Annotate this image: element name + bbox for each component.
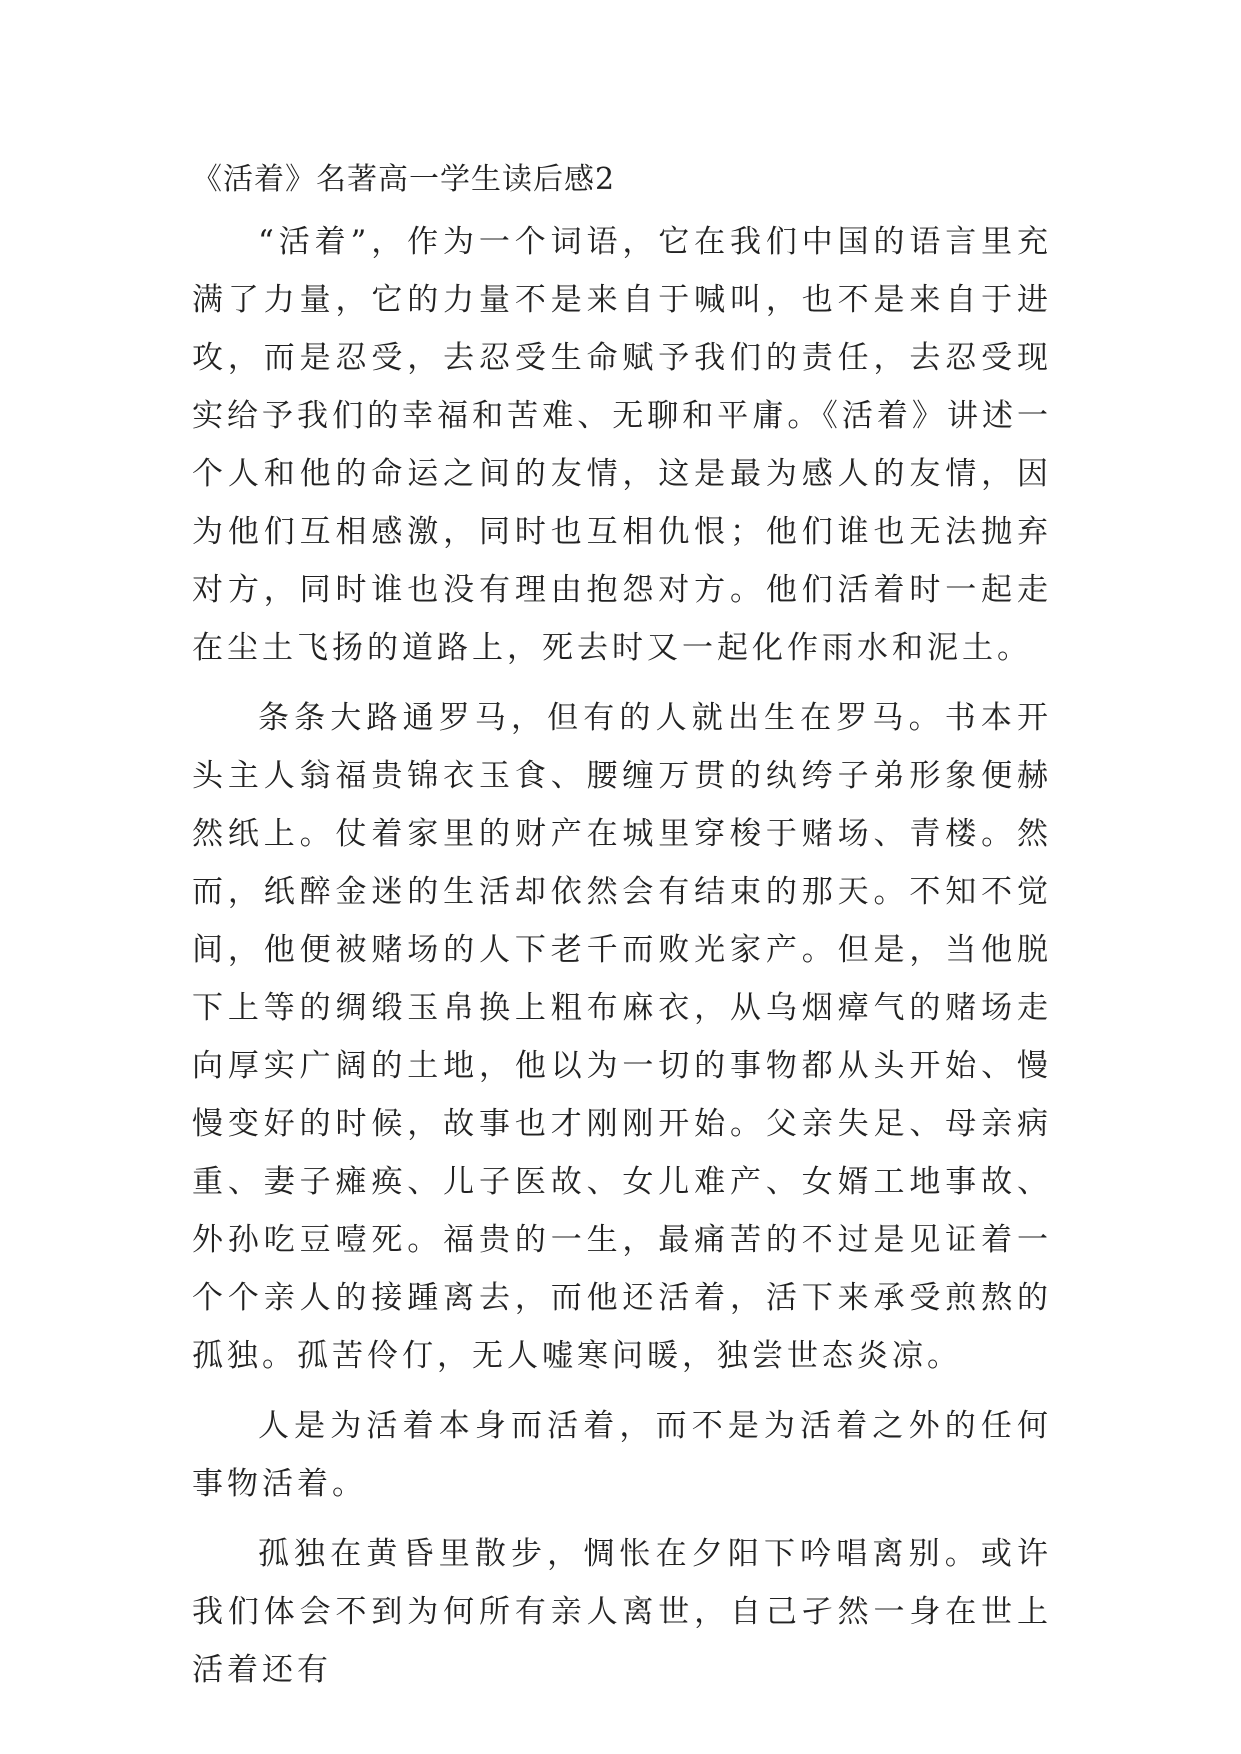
- paragraph-2: 条条大路通罗马，但有的人就出生在罗马。书本开头主人翁福贵锦衣玉食、腰缠万贯的纨绔子弟形象便赫然纸上。仗着家里的财产在城里穿梭于赌场、青楼。然而，纸醉金迷的生活却依然会有结束的那天。不知不觉间，他便被赌场的人下老千而败光家产。但是，当他脱下上等的绸缎玉帛换上粗布麻衣，从乌烟瘴气的赌场走向厚实广阔的土地，他以为一切的事物都从头开始、慢慢变好的时候，故事也才刚刚开始。父亲失足、母亲病重、妻子瘫痪、儿子医故、女儿难产、女婿工地事故、外孙吃豆噎死。福贵的一生，最痛苦的不过是见证着一个个亲人的接踵离去，而他还活着，活下来承受煎熬的孤独。孤苦伶仃，无人嘘寒问暖，独尝世态炎凉。: [192, 700, 1052, 1374]
- document-body: [192, 213, 1052, 1699]
- paragraph-1: “活着”，作为一个词语，它在我们中国的语言里充满了力量，它的力量不是来自于喊叫，也不是来自于进攻，而是忍受，去忍受生命赋予我们的责任，去忍受现实给予我们的幸福和苦难、无聊和平庸。《活着》讲述一个人和他的命运之间的友情，这是最为感人的友情，因为他们互相感激，同时也互相仇恨；他们谁也无法抛弃对方，同时谁也没有理由抱怨对方。他们活着时一起走在尘土飞扬的道路上，死去时又一起化作雨水和泥土。: [192, 224, 1052, 666]
- paragraph-4: 孤独在黄昏里散步，惆怅在夕阳下吟唱离别。或许我们体会不到为何所有亲人离世，自己孑然一身在世上活着还有: [192, 1536, 1052, 1688]
- document-title: 《活着》名著高一学生读后感2: [192, 162, 616, 197]
- paragraph-3: 人是为活着本身而活着，而不是为活着之外的任何事物活着。: [192, 1408, 1052, 1502]
